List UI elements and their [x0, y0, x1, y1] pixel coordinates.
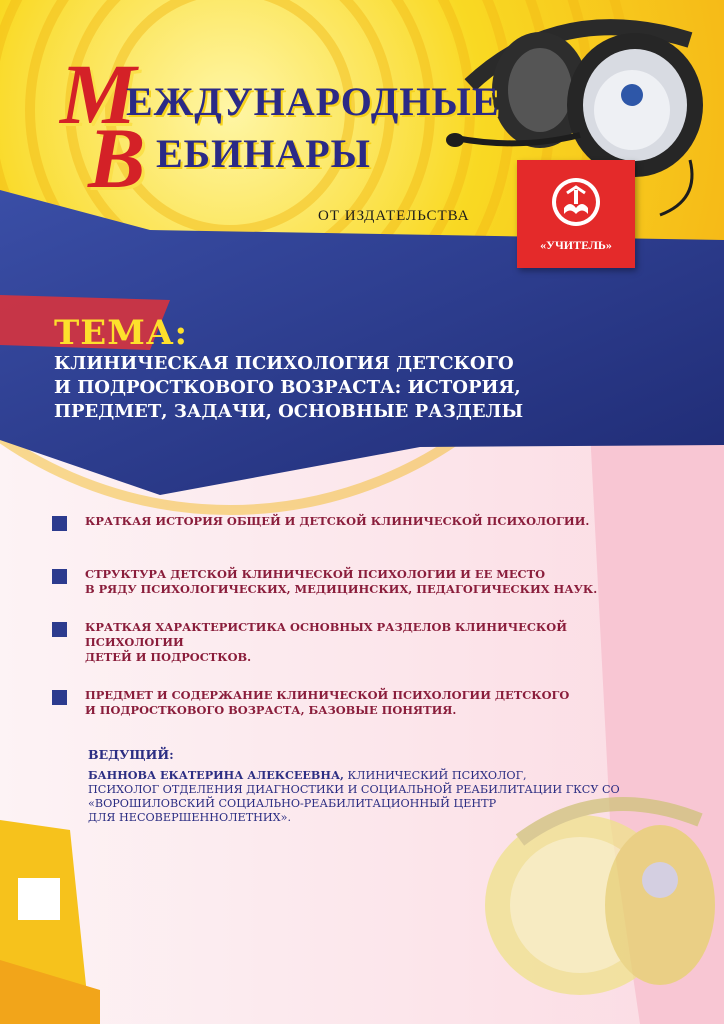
- square-bullet-icon: [52, 516, 67, 531]
- decorative-square: [18, 878, 60, 920]
- square-bullet-icon: [52, 690, 67, 705]
- topic-line: И ПОДРОСТКОВОГО ВОЗРАСТА: ИСТОРИЯ,: [54, 377, 521, 398]
- list-item: [52, 688, 642, 718]
- list-item-line: СТРУКТУРА ДЕТСКОЙ КЛИНИЧЕСКОЙ ПСИХОЛОГИИ И ЕЕ МЕСТО: [85, 567, 545, 581]
- book-emblem-icon: [517, 160, 635, 240]
- list-item: [52, 567, 642, 597]
- list-item-line: ДЕТЕЙ И ПОДРОСТКОВ.: [85, 650, 252, 664]
- publisher-prefix: ОТ ИЗДАТЕЛЬСТВА: [318, 208, 470, 224]
- list-item-line: КРАТКАЯ ИСТОРИЯ ОБЩЕЙ И ДЕТСКОЙ КЛИНИЧЕСКОЙ ПСИХОЛОГИИ.: [85, 514, 590, 528]
- host-line: ПСИХОЛОГ ОТДЕЛЕНИЯ ДИАГНОСТИКИ И СОЦИАЛЬНОЙ РЕАБИЛИТАЦИИ ГКСУ СО: [88, 783, 620, 796]
- topic-line: ПРЕДМЕТ, ЗАДАЧИ, ОСНОВНЫЕ РАЗДЕЛЫ: [54, 401, 524, 422]
- topic-title: [54, 352, 614, 424]
- host-role: КЛИНИЧЕСКИЙ ПСИХОЛОГ,: [343, 769, 527, 782]
- list-item-line: КРАТКАЯ ХАРАКТЕРИСТИКА ОСНОВНЫХ РАЗДЕЛОВ КЛИНИЧЕСКОЙ ПСИХОЛОГИИ: [85, 620, 567, 649]
- host-line: [88, 768, 648, 783]
- title-initial-v: В: [88, 110, 146, 206]
- title-word-1: ЕЖДУНАРОДНЫЕ: [126, 79, 500, 124]
- host-info: [88, 768, 648, 825]
- host-line: «ВОРОШИЛОВСКИЙ СОЦИАЛЬНО-РЕАБИЛИТАЦИОННЫЙ ЦЕНТР: [88, 797, 497, 810]
- topic-label: ТЕМА:: [54, 313, 189, 353]
- headset-bottom-image: [485, 804, 715, 995]
- host-name: БАННОВА ЕКАТЕРИНА АЛЕКСЕЕВНА,: [88, 768, 344, 782]
- title-initial-m: М: [60, 46, 137, 142]
- list-item: [52, 620, 642, 665]
- list-item-line: И ПОДРОСТКОВОГО ВОЗРАСТА, БАЗОВЫЕ ПОНЯТИЯ.: [85, 703, 457, 717]
- list-item-line: В РЯДУ ПСИХОЛОГИЧЕСКИХ, МЕДИЦИНСКИХ, ПЕДАГОГИЧЕСКИХ НАУК.: [85, 582, 598, 596]
- square-bullet-icon: [52, 569, 67, 584]
- host-line: ДЛЯ НЕСОВЕРШЕННОЛЕТНИХ».: [88, 811, 292, 824]
- topics-list: [52, 514, 642, 718]
- title-word-2: ЕБИНАРЫ: [156, 131, 371, 176]
- list-item: [52, 514, 642, 529]
- host-label: ВЕДУЩИЙ:: [88, 747, 174, 762]
- logo-caption: «УЧИТЕЛЬ»: [540, 238, 612, 252]
- square-bullet-icon: [52, 622, 67, 637]
- list-item-line: ПРЕДМЕТ И СОДЕРЖАНИЕ КЛИНИЧЕСКОЙ ПСИХОЛОГИИ ДЕТСКОГО: [85, 688, 570, 702]
- topic-line: КЛИНИЧЕСКАЯ ПСИХОЛОГИЯ ДЕТСКОГО: [54, 353, 514, 374]
- publisher-logo: [517, 160, 635, 268]
